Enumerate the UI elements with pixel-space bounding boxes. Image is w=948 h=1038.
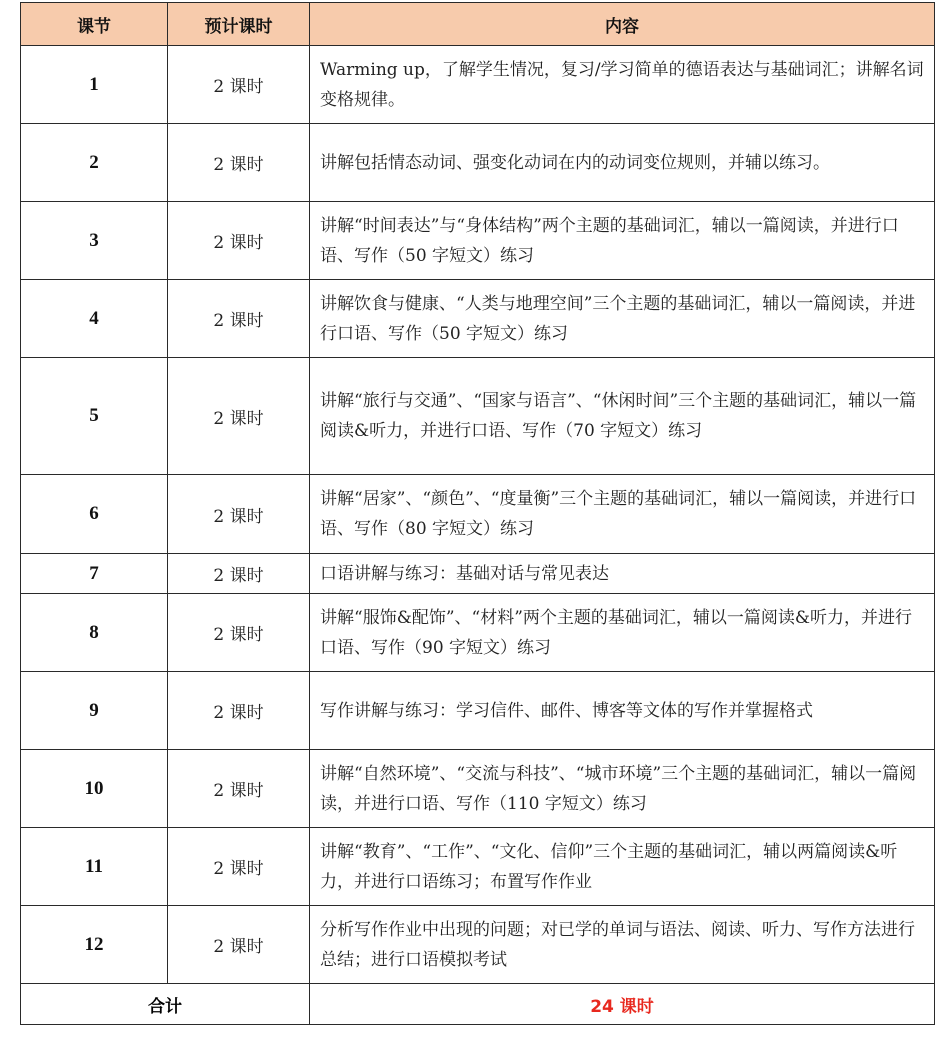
lesson-content: 讲解“居家”、“颜色”、“度量衡”三个主题的基础词汇，辅以一篇阅读，并进行口语、写作（80 字短文）练习 — [310, 475, 935, 554]
total-label: 合计 — [21, 984, 310, 1025]
lesson-hours: 2 课时 — [168, 554, 310, 594]
table-row — [21, 124, 935, 202]
lesson-hours: 2 课时 — [168, 202, 310, 280]
lesson-number: 9 — [21, 672, 168, 750]
lesson-content: 分析写作作业中出现的问题；对已学的单词与语法、阅读、听力、写作方法进行总结；进行口语模拟考试 — [310, 906, 935, 984]
lesson-hours: 2 课时 — [168, 594, 310, 672]
lesson-number: 12 — [21, 906, 168, 984]
header-content: 内容 — [310, 3, 935, 46]
schedule-table-container — [20, 2, 934, 1025]
lesson-content: 写作讲解与练习：学习信件、邮件、博客等文体的写作并掌握格式 — [310, 672, 935, 750]
table-body — [21, 46, 935, 1025]
total-value: 24 课时 — [310, 984, 935, 1025]
lesson-number: 5 — [21, 358, 168, 475]
lesson-hours: 2 课时 — [168, 280, 310, 358]
table-row — [21, 750, 935, 828]
lesson-number: 10 — [21, 750, 168, 828]
table-row — [21, 280, 935, 358]
table-row — [21, 475, 935, 554]
lesson-number: 2 — [21, 124, 168, 202]
lesson-hours: 2 课时 — [168, 750, 310, 828]
lesson-hours: 2 课时 — [168, 358, 310, 475]
lesson-number: 4 — [21, 280, 168, 358]
table-row — [21, 46, 935, 124]
table-row — [21, 202, 935, 280]
course-schedule-table — [20, 2, 935, 1025]
lesson-content: 讲解包括情态动词、强变化动词在内的动词变位规则，并辅以练习。 — [310, 124, 935, 202]
header-lesson: 课节 — [21, 3, 168, 46]
lesson-hours: 2 课时 — [168, 906, 310, 984]
lesson-content: 口语讲解与练习：基础对话与常见表达 — [310, 554, 935, 594]
lesson-content: 讲解“服饰&配饰”、“材料”两个主题的基础词汇，辅以一篇阅读&听力，并进行口语、写作（90 字短文）练习 — [310, 594, 935, 672]
lesson-number: 6 — [21, 475, 168, 554]
table-row — [21, 594, 935, 672]
header-hours: 预计课时 — [168, 3, 310, 46]
lesson-number: 11 — [21, 828, 168, 906]
lesson-content: 讲解饮食与健康、“人类与地理空间”三个主题的基础词汇，辅以一篇阅读，并进行口语、写作（50 字短文）练习 — [310, 280, 935, 358]
table-row — [21, 358, 935, 475]
header-row — [21, 3, 935, 46]
lesson-number: 3 — [21, 202, 168, 280]
lesson-content: 讲解“时间表达”与“身体结构”两个主题的基础词汇，辅以一篇阅读，并进行口语、写作（50 字短文）练习 — [310, 202, 935, 280]
lesson-number: 8 — [21, 594, 168, 672]
lesson-content: 讲解“旅行与交通”、“国家与语言”、“休闲时间”三个主题的基础词汇，辅以一篇阅读&听力，并进行口语、写作（70 字短文）练习 — [310, 358, 935, 475]
lesson-content: 讲解“教育”、“工作”、“文化、信仰”三个主题的基础词汇，辅以两篇阅读&听力，并进行口语练习；布置写作作业 — [310, 828, 935, 906]
lesson-hours: 2 课时 — [168, 124, 310, 202]
lesson-hours: 2 课时 — [168, 828, 310, 906]
lesson-hours: 2 课时 — [168, 475, 310, 554]
table-row — [21, 906, 935, 984]
lesson-number: 7 — [21, 554, 168, 594]
lesson-content: 讲解“自然环境”、“交流与科技”、“城市环境”三个主题的基础词汇，辅以一篇阅读，并进行口语、写作（110 字短文）练习 — [310, 750, 935, 828]
lesson-hours: 2 课时 — [168, 672, 310, 750]
total-row — [21, 984, 935, 1025]
lesson-number: 1 — [21, 46, 168, 124]
lesson-content: Warming up，了解学生情况，复习/学习简单的德语表达与基础词汇；讲解名词变格规律。 — [310, 46, 935, 124]
table-row — [21, 828, 935, 906]
table-row — [21, 554, 935, 594]
lesson-hours: 2 课时 — [168, 46, 310, 124]
table-row — [21, 672, 935, 750]
